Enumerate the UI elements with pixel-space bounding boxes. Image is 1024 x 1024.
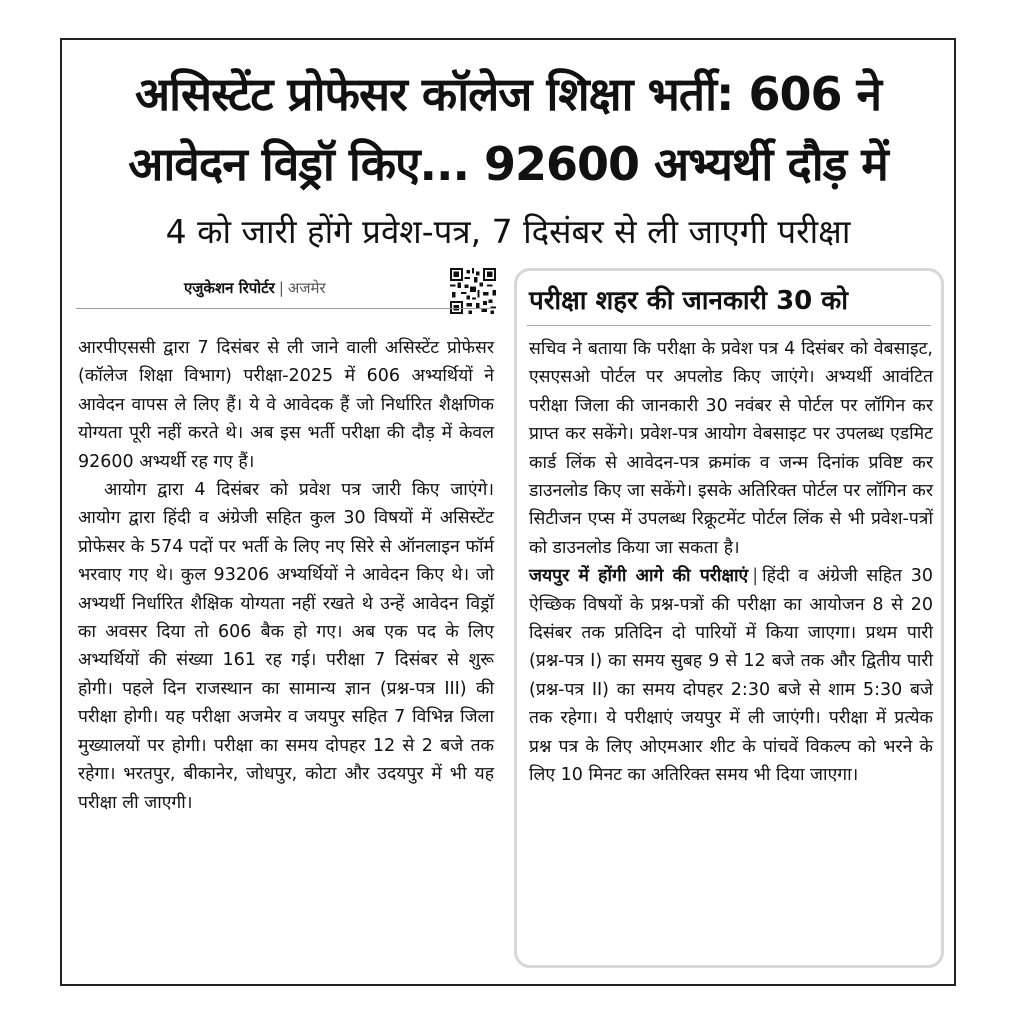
byline <box>184 278 326 298</box>
article-paragraph-1: आरपीएससी द्वारा 7 दिसंबर से ली जाने वाली असिस्टेंट प्रोफेसर (कॉलेज शिक्षा विभाग) परीक्षा-2025 में 606 अभ्यर्थियों ने आवेदन वापस ले लिए हैं। ये वे आवेदक हैं जो निर्धारित शैक्षणिक योग्यता पूरी नहीं करते थे। अब इस भर्ती परीक्षा की दौड़ में केवल 92600 अभ्यर्थी रह गए हैं। <box>78 338 494 472</box>
sidebar-subhead: जयपुर में होंगी आगे की परीक्षाएं <box>529 566 749 587</box>
subheadline: 4 को जारी होंगे प्रवेश-पत्र, 7 दिसंबर से ली जाएगी परीक्षा <box>165 212 851 251</box>
sidebar-paragraph-1: सचिव ने बताया कि परीक्षा के प्रवेश पत्र 4 दिसंबर को वेबसाइट, एसएसओ पोर्टल पर अपलोड किए जाएंगे। अभ्यर्थी आवंटित परीक्षा जिला की जानकारी 30 नवंबर से पोर्टल पर लॉगिन कर प्राप्त कर सकेंगे। प्रवेश-पत्र आयोग वेबसाइट पर उपलब्ध एडमिट कार्ड लिंक से आवेदन-पत्र क्रमांक व जन्म दिनांक प्रविष्ट कर डाउनलोड किए जा सकेंगे। इसके अतिरिक्त पोर्टल पर लॉगिन कर सिटीजन एप्स में उपलब्ध रिक्रूटमेंट पोर्टल लिंक से भी प्रवेश-पत्रों को डाउनलोड किया जा सकता है। <box>529 339 933 558</box>
reporter-name: एजुकेशन रिपोर्टर <box>184 279 275 297</box>
headline-line-1: असिस्टेंट प्रोफेसर कॉलेज शिक्षा भर्ती: 606 ने <box>134 67 882 121</box>
sidebar-subhead-separator: | <box>752 566 759 587</box>
sidebar-paragraph-2 <box>529 562 933 789</box>
sidebar-paragraph-2-text: हिंदी व अंग्रेजी सहित 30 ऐच्छिक विषयों के प्रश्न-पत्रों की परीक्षा का आयोजन 8 से 20 दिसंबर तक प्रतिदिन दो पारियों में किया जाएगा। प्रथम पारी (प्रश्न-पत्र I) का समय सुबह 9 से 12 बजे तक और द्वितीय पारी (प्रश्न-पत्र II) का समय दोपहर 2:30 बजे से शाम 5:30 बजे तक रहेगा। ये परीक्षाएं जयपुर में ली जाएंगी। परीक्षा में प्रत्येक प्रश्न पत्र के लिए ओएमआर शीट के पांचवें विकल्प को भरने के लिए 10 मिनट का अतिरिक्त समय भी दिया जाएगा। <box>529 566 934 786</box>
sidebar-body <box>529 335 933 790</box>
sidebar-box <box>514 268 944 968</box>
article-body <box>78 334 494 817</box>
article-paragraph-2: आयोग द्वारा 4 दिसंबर को प्रवेश पत्र जारी किए जाएंगे। आयोग द्वारा हिंदी व अंग्रेजी सहित कुल 30 विषयों में असिस्टेंट प्रोफेसर के 574 पदों पर भर्ती के लिए नए सिरे से ऑनलाइन फॉर्म भरवाए गए थे। कुल 93206 अभ्यर्थियों ने आवेदन किए थे। जो अभ्यर्थी निर्धारित शैक्षिक योग्यता नहीं रखते थे उन्हें आवेदन विड्रॉ का अवसर दिया तो 606 बैक हो गए। अब एक पद के लिए अभ्यर्थियों की संख्या 161 रह गई। परीक्षा 7 दिसंबर से शुरू होगी। पहले दिन राजस्थान का सामान्य ज्ञान (प्रश्न-पत्र III) की परीक्षा होगी। यह परीक्षा अजमेर व जयपुर सहित 7 विभिन्न जिला मुख्यालयों पर होगी। परीक्षा का समय दोपहर 12 से 2 बजे तक रहेगा। भरतपुर, बीकानेर, जोधपुर, कोटा और उदयपुर में भी यह परीक्षा ली जाएगी। <box>78 480 494 813</box>
byline-divider <box>76 308 496 309</box>
byline-separator: | <box>278 279 284 297</box>
dateline-city: अजमेर <box>287 279 326 297</box>
sidebar-title: परीक्षा शहर की जानकारी 30 को <box>529 286 849 316</box>
news-clipping <box>60 38 956 986</box>
headline-line-2: आवेदन विड्रॉ किए... 92600 अभ्यर्थी दौड़ में <box>128 137 888 191</box>
sidebar-divider <box>527 325 931 326</box>
